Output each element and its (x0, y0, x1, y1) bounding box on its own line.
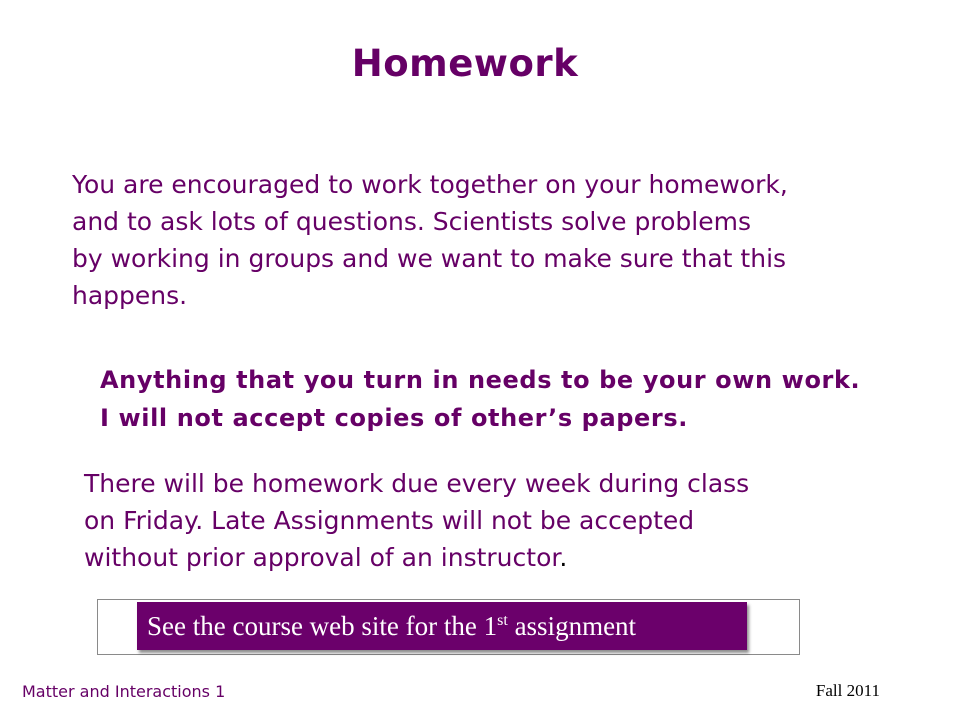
paragraph-line: by working in groups and we want to make sure that this (72, 244, 787, 273)
callout-text-after: assignment (507, 611, 637, 641)
footer-term: Fall 2011 (815, 681, 880, 700)
paragraph-line-text: without prior approval of an instructor (84, 543, 560, 572)
paragraph-line (84, 539, 914, 576)
footer-course-name: Matter and Interactions 1 (22, 682, 226, 701)
paragraph-line: happens. (72, 281, 188, 310)
warning-line: Anything that you turn in needs to be your own work. (100, 366, 861, 394)
paragraph-line: and to ask lots of questions. Scientists solve problems (72, 207, 751, 236)
warning-line: I will not accept copies of other’s papers. (100, 404, 688, 432)
slide-title: Homework (351, 42, 579, 85)
callout-superscript: st (497, 612, 508, 629)
due-date-paragraph (84, 465, 914, 576)
paragraph-line: You are encouraged to work together on your homework, (72, 170, 788, 199)
paragraph-line: There will be homework due every week during class (84, 469, 750, 498)
paragraph-line: on Friday. Late Assignments will not be accepted (84, 506, 695, 535)
callout-text-before: See the course web site for the 1 (147, 611, 498, 641)
assignment-callout (137, 602, 747, 650)
own-work-warning (100, 361, 950, 437)
paragraph-period: . (559, 543, 568, 572)
collaboration-paragraph (72, 166, 932, 314)
